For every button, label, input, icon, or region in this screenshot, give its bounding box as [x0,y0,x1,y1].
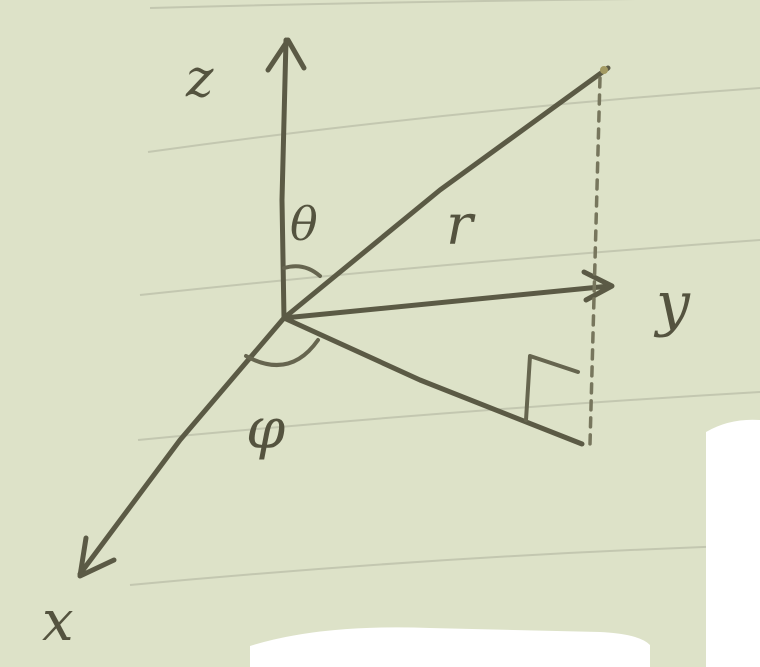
radius-label: r [446,193,473,258]
rule-line [150,0,760,8]
theta-arc [284,266,320,276]
right-angle-marker [526,356,578,420]
z-axis [268,40,304,318]
rule-line [138,392,760,440]
redaction-patch-right [706,420,760,667]
redaction-patch-bottom [250,627,650,667]
rule-line [130,545,760,585]
y-axis-label: y [656,269,690,339]
vertical-drop-dashed-line [590,78,600,444]
y-axis-line [284,286,610,318]
x-axis-label: x [42,589,74,654]
projection-line [284,318,582,444]
rule-line [148,88,760,152]
z-axis-label: z [186,49,214,109]
point-marker [600,66,608,74]
z-axis-line [282,40,286,318]
theta-label: θ [290,197,318,251]
phi-label: φ [246,397,286,462]
